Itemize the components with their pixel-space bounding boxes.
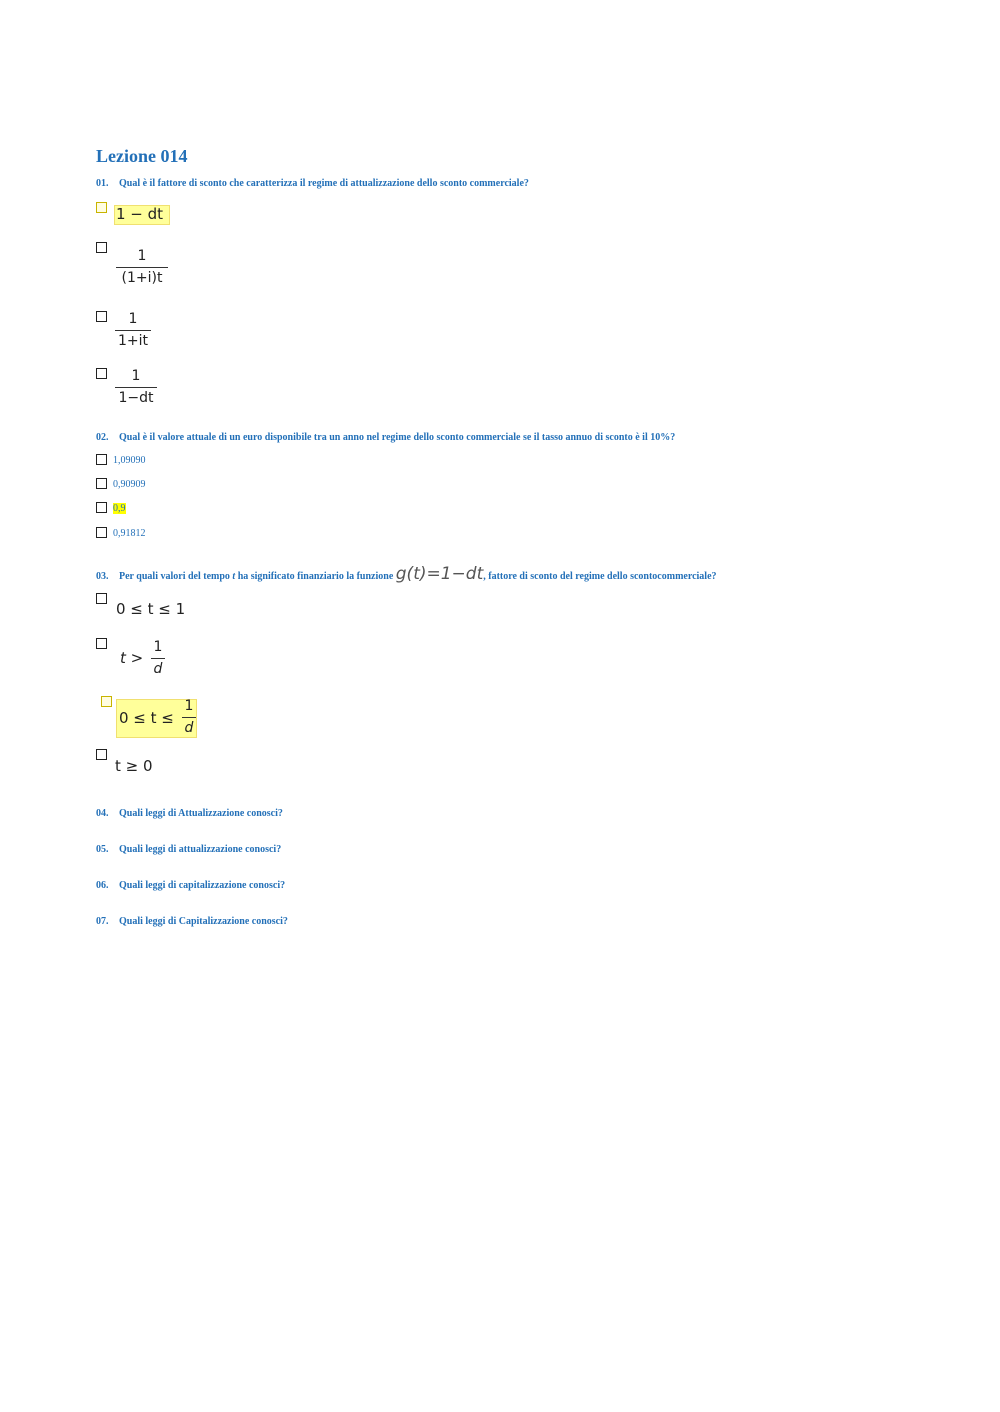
- answer-checkbox[interactable]: [101, 696, 112, 707]
- answer-option: 0,90909: [113, 479, 146, 490]
- question-text: Quali leggi di capitalizzazione conosci?: [119, 880, 286, 891]
- answer-option: 0,91812: [113, 528, 146, 539]
- answer-option: 1,09090: [113, 455, 146, 466]
- answer-fraction: [116, 248, 168, 286]
- answer-formula-left: 0 ≤ t ≤: [119, 709, 174, 727]
- question-number: 03.: [96, 571, 109, 582]
- answer-checkbox[interactable]: [96, 202, 107, 213]
- fraction-denominator: 1−dt: [118, 390, 154, 406]
- fraction-numerator: 1: [184, 698, 194, 714]
- answer-formula: 1 − dt: [116, 205, 164, 223]
- lesson-title: Lezione 014: [96, 146, 188, 166]
- answer-formula: 0 ≤ t ≤ 1: [116, 600, 186, 618]
- question-text-part: Per quali valori del tempo: [119, 571, 233, 582]
- fraction-bar: [182, 717, 196, 718]
- fraction-numerator: 1: [153, 639, 163, 655]
- question-number: 07.: [96, 916, 109, 927]
- question-text: Qual è il valore attuale di un euro disponibile tra un anno nel regime dello sconto commerciale se il tasso annuo di sconto è il 10%?: [119, 432, 676, 443]
- question-number: 06.: [96, 880, 109, 891]
- answer-checkbox[interactable]: [96, 242, 107, 253]
- question-07: [96, 916, 288, 927]
- fraction-denominator: d: [184, 720, 194, 736]
- question-05: [96, 844, 281, 855]
- answer-checkbox[interactable]: [96, 749, 107, 760]
- fraction-denominator: 1+it: [117, 333, 149, 349]
- question-text: Quali leggi di Attualizzazione conosci?: [119, 808, 283, 819]
- answer-checkbox[interactable]: [96, 638, 107, 649]
- fraction-denominator: d: [153, 661, 163, 677]
- question-03: [96, 564, 717, 584]
- question-text: Quali leggi di Capitalizzazione conosci?: [119, 916, 288, 927]
- question-06: [96, 880, 285, 891]
- answer-formula-left: t >: [120, 649, 144, 667]
- question-text: Qual è il fattore di sconto che caratterizza il regime di attualizzazione dello sconto commerciale?: [119, 178, 529, 189]
- fraction-numerator: 1: [137, 248, 147, 264]
- question-text-part: ha significato finanziario la funzione: [235, 571, 396, 582]
- fraction-bar: [115, 387, 157, 388]
- answer-option-highlighted: 0,9: [113, 503, 126, 514]
- fraction-numerator: 1: [128, 311, 138, 327]
- answer-checkbox[interactable]: [96, 478, 107, 489]
- answer-formula: t ≥ 0: [115, 757, 153, 775]
- question-02: [96, 432, 675, 443]
- inline-formula: g(t)=1−dt: [395, 564, 484, 584]
- question-01: [96, 178, 529, 189]
- answer-fraction: [115, 311, 151, 349]
- answer-checkbox[interactable]: [96, 368, 107, 379]
- answer-fraction: [115, 368, 157, 406]
- fraction-denominator: (1+i)t: [121, 270, 163, 286]
- question-04: [96, 808, 283, 819]
- answer-checkbox[interactable]: [96, 454, 107, 465]
- question-text: Quali leggi di attualizzazione conosci?: [119, 844, 282, 855]
- answer-fraction: [151, 639, 165, 677]
- question-number: 02.: [96, 432, 109, 443]
- fraction-bar: [151, 658, 165, 659]
- question-number: 04.: [96, 808, 109, 819]
- answer-checkbox[interactable]: [96, 527, 107, 538]
- question-number: 01.: [96, 178, 109, 189]
- fraction-numerator: 1: [131, 368, 141, 384]
- fraction-bar: [116, 267, 168, 268]
- answer-checkbox[interactable]: [96, 593, 107, 604]
- fraction-bar: [115, 330, 151, 331]
- question-text-part: , fattore di sconto del regime dello scontocommerciale?: [483, 571, 717, 582]
- question-variable: t: [232, 571, 236, 582]
- question-number: 05.: [96, 844, 109, 855]
- answer-checkbox[interactable]: [96, 311, 107, 322]
- answer-checkbox[interactable]: [96, 502, 107, 513]
- answer-fraction: [182, 698, 196, 736]
